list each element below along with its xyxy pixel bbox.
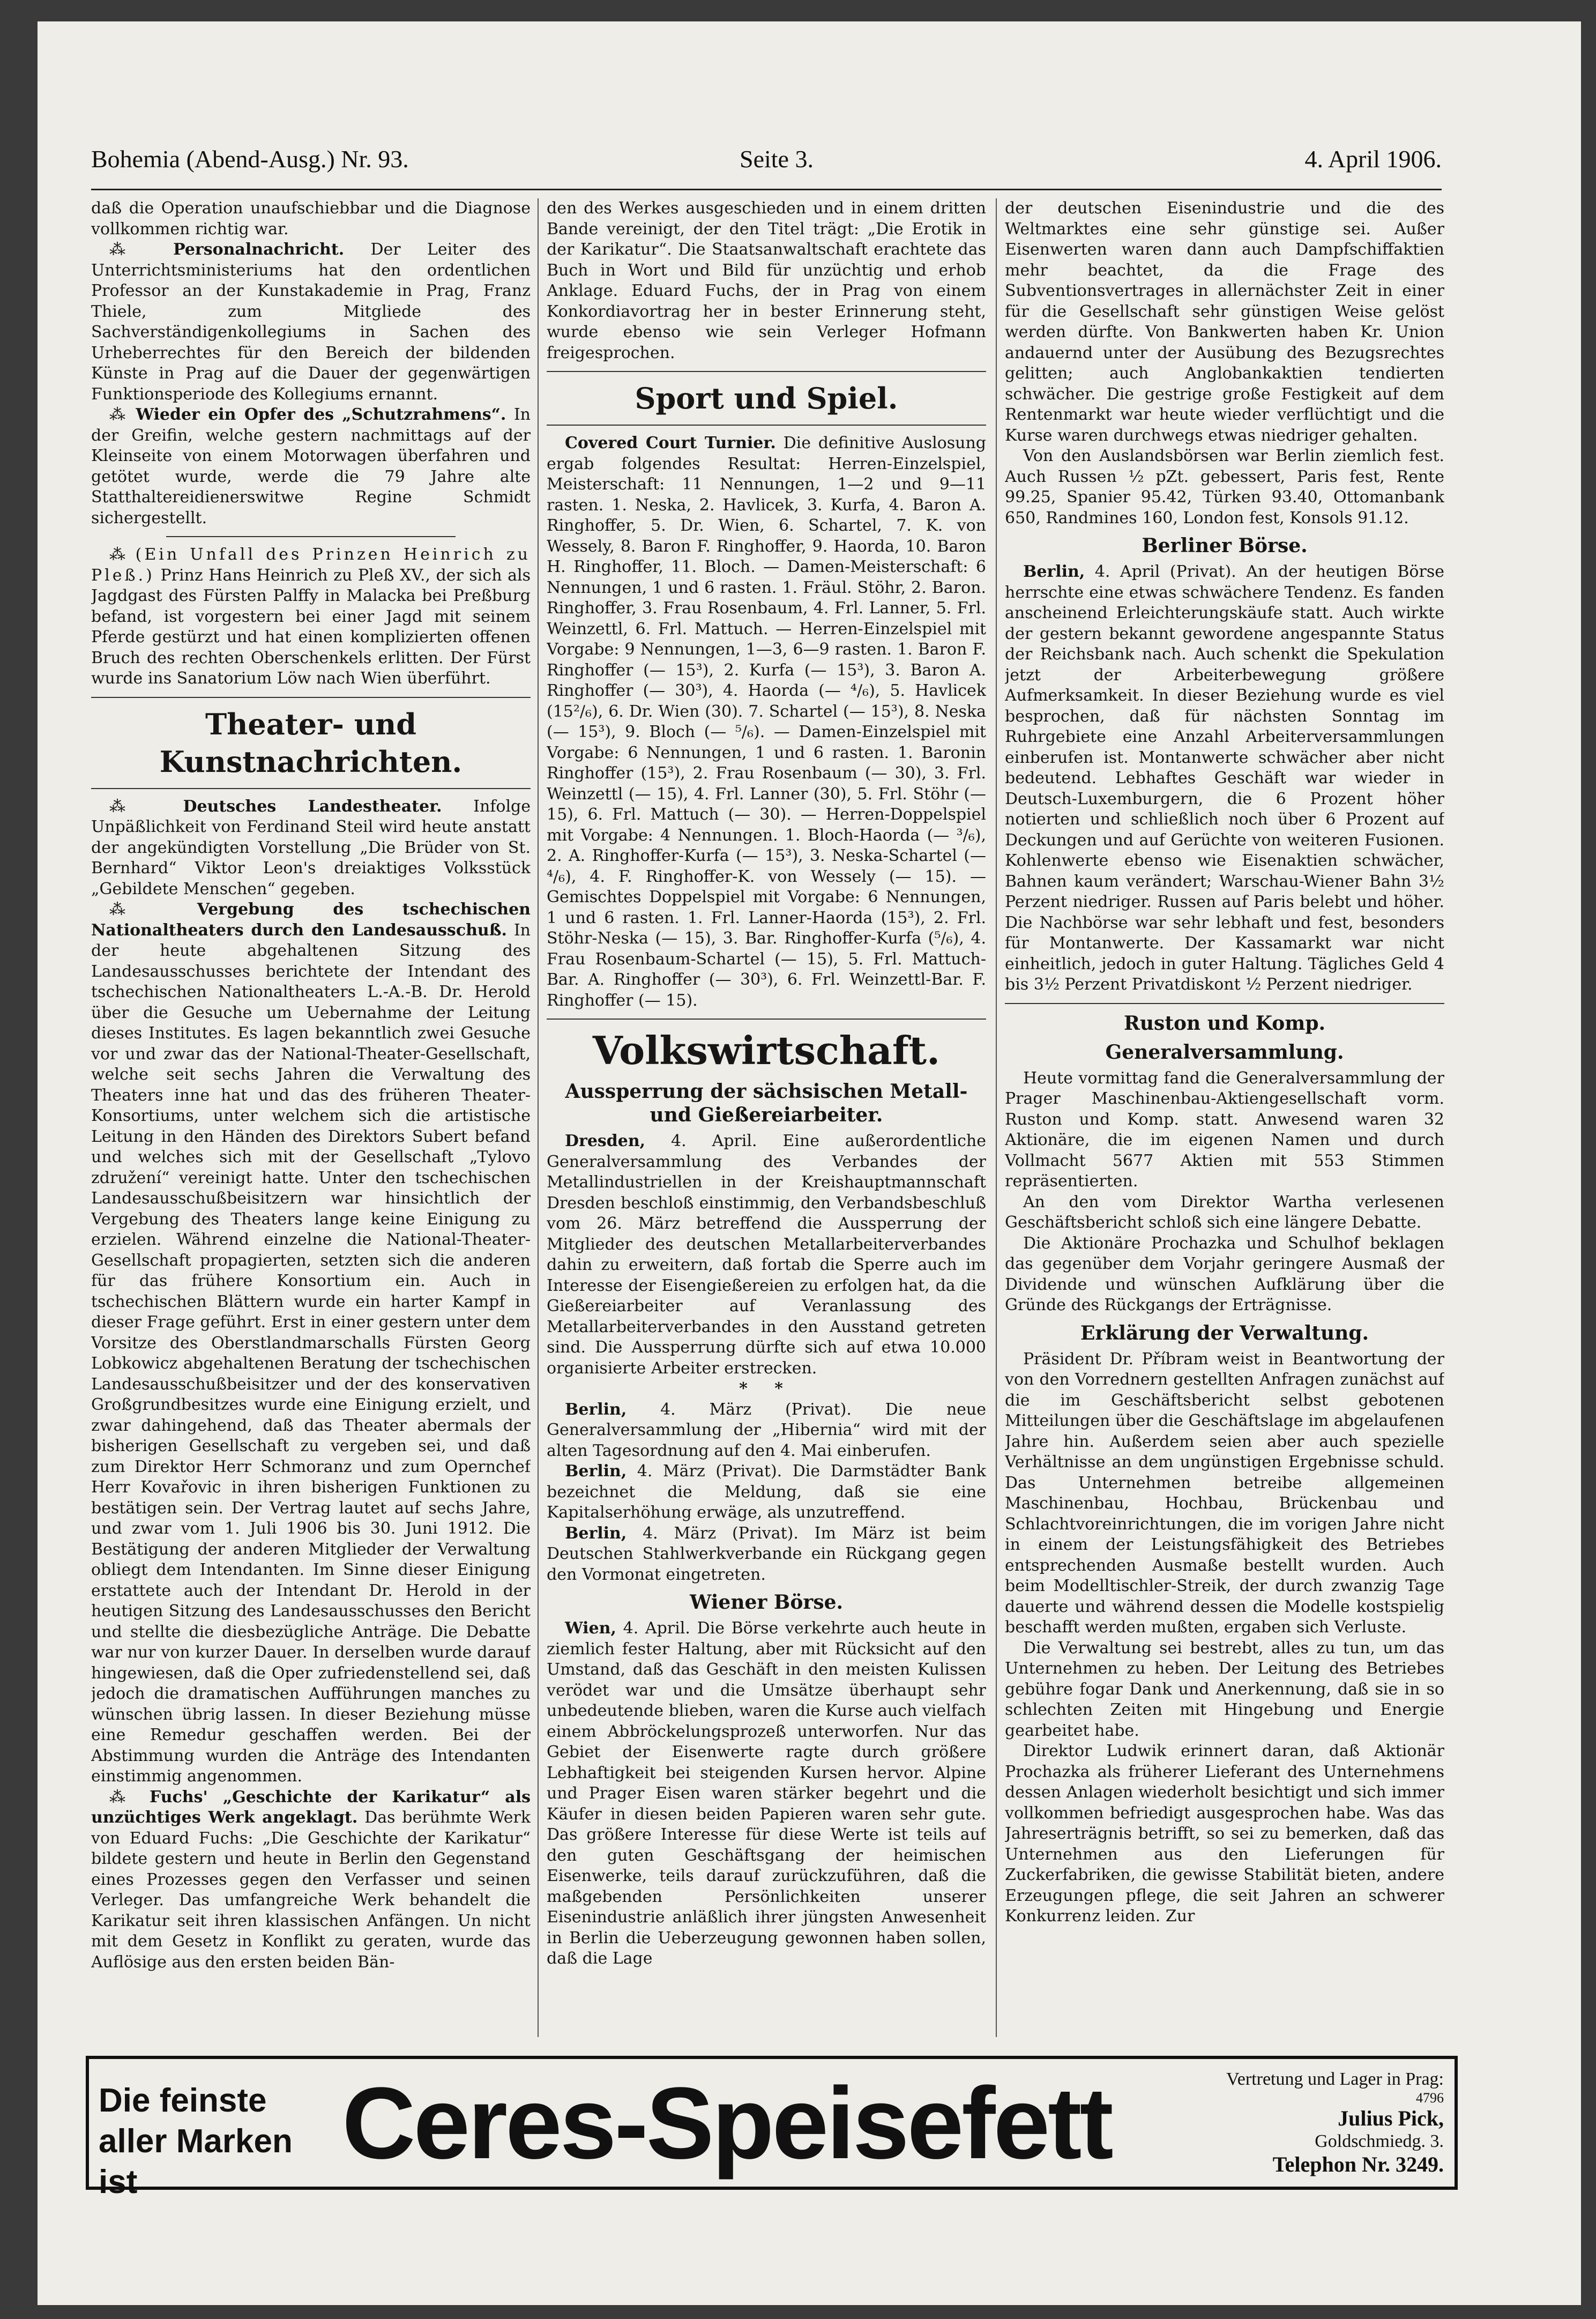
article-paragraph	[547, 433, 986, 1011]
section-title-sport: Sport und Spiel.	[635, 381, 898, 415]
column-1	[91, 198, 531, 2042]
ad-street: Goldschmiedg. 3.	[1315, 2131, 1444, 2151]
dateline: Berlin,	[1023, 562, 1085, 581]
column-rule	[538, 198, 539, 2037]
article-text: 4. März (Privat). Im März ist beim Deutschen Stahlwerkverbande ein Rückgang gegen den Vormonat eingetreten.	[547, 1523, 986, 1584]
ad-brand-name: Ceres-Speisefett	[342, 2067, 1112, 2180]
section-rule	[91, 697, 531, 698]
ad-firm: Julius Pick,	[1338, 2106, 1444, 2130]
article-text: Die definitive Auslosung ergab folgendes Resultat: Herren-Einzelspiel, Meisterschaft: 11 Nennungen, 1—2 und 9—11 rasten. 1. Neska, 2. Havlicek, 3. Kurfa, 4. Baron A. Ringhoffer, 5. Dr. Wien, 6. Schartel, 7. K. von Wessely, 8. Baron F. Ringhoffer, 9. Haorda, 10. Baron H. Ringhoffer, 11. Bloch. — Damen-Meisterschaft: 6 Nennungen, 1 und 6 rasten. 1. Fräul. Stöhr, 2. Baron. Ringhoffer, 3. Frau Rosenbaum, 4. Frl. Lanner, 5. Frl. Weinzettl, 6. Frl. Mattuch. — Herren-Einzelspiel mit Vorgabe: 9 Nennungen, 1—3, 6—9 rasten. 1. Baron F. Ringhoffer (— 15³), 2. Kurfa (— 15³), 3. Baron A. Ringhoffer (— 30³), 4. Haorda (— ⁴/₆), 5. Havlicek (15²/₆), 6. Dr. Wien (30). 7. Schartel (— 15³), 8. Neska (— 15³), 9. Bloch (— ⁵/₆). — Damen-Einzelspiel mit Vorgabe: 6 Nennungen, 1 und 6 rasten. 1. Baronin Ringhoffer (15³), 2. Frau Rosenbaum (— 30), 3. Frl. Weinzettl (— 15), 4. Frl. Lanner (30), 5. Frl. Stöhr (— 15), 6. Frl. Mattuch (— 30). — Herren-Doppelspiel mit Vorgabe: 4 Nennungen. 1. Bloch-Haorda (— ³/₆), 2. A. Ringhoffer-Kurfa (— 15³), 3. Neska-Schartel (— ⁴/₆), 4. F. Ringhoffer-K. von Wessely (— 15). — Gemischtes Doppelspiel mit Vorgabe: 6 Nennungen, 1 und 6 rasten. 1. Frl. Lanner-Haorda (15³), 2. Frl. Stöhr-Neska (— 15), 3. Bar. Ringhoffer-Kurfa (⁵/₆), 4. Frau Rosenbaum-Schartel (— 15), 5. Frl. Mattuch-Bar. A. Ringhoffer (— 30³), 6. Frl. Weinzettl-Bar. F. Ringhoffer (— 15).	[547, 434, 986, 1010]
article-text: 4. April (Privat). An der heutigen Börse herrschte eine etwas schwächere Tendenz. Es fanden anscheinend Erleichterungskäufe statt. Auch wirkte der gestern bekannt gewordene angespannte Status der Reichsbank nach. Auch schenkt die Spekulation jetzt der Arbeiterbewegung größere Aufmerksamkeit. In dieser Beziehung wurde es viel besprochen, daß für nächsten Sonntag im Ruhrgebiete eine Anzahl Arbeiterversammlungen einberufen ist. Montanwerte schwächer aber nicht bedeutend. Lebhaftes Geschäft war wieder in Deutsch-Luxemburgern, die 6 Prozent höher notierten und schließlich noch über 6 Prozent auf Deckungen und auf Gerüchte von weiteren Fusionen. Kohlenwerte ebenso wie Eisenaktien schwächer, Bahnen kaum verändert; Warschau-Wiener Bahn 3½ Perzent niedriger. Russen auf Paris belebt und höher. Die Nachbörse war sehr lebhaft und fest, besonders für Montanwerte. Der Kassamarkt war nicht einheitlich, jedoch in guter Haltung. Tägliches Geld 4 bis 3½ Perzent Privatdiskont ½ Perzent niedriger.	[1005, 562, 1444, 994]
section-title-theater: Theater- und Kunstnachrichten.	[159, 707, 463, 779]
newspaper-page	[38, 21, 1581, 2305]
page-number: Seite 3.	[740, 145, 814, 173]
article-paragraph: ⁂ Wieder ein Opfer des „Schutzrahmens“. In der Greifin, welche gestern nachmittags auf der Kleinseite von einem Motorwagen überfahren und getötet wurde, werde die 79 Jahre alte Statthaltereidienerswitwe Regine Schmidt sichergestellt.	[91, 405, 531, 527]
dateline: Dresden,	[565, 1132, 646, 1150]
article-paragraph: Die Verwaltung sei bestrebt, alles zu tun, um das Unternehmen zu heben. Der Leitung des Betriebes gebühre fogar Dank und Anerkennung, daß sie in so schlechten Zeiten mit Hingebung und Energie gearbeitet habe.	[1005, 1638, 1444, 1740]
article-paragraph	[1005, 562, 1444, 995]
article-paragraph: Die Aktionäre Prochazka und Schulhof beklagen das gegenüber dem Vorjahr geringere Ausmaß der Dividende und wünschen Aufklärung über die Gründe des Rückgangs der Erträgnisse.	[1005, 1233, 1444, 1314]
article-headline: Fuchs' „Geschichte der Karikatur“ als unzüchtiges Werk angeklagt.	[91, 1787, 531, 1827]
column-rule	[996, 198, 997, 2037]
article-separator	[166, 536, 456, 537]
ad-slogan: Die feinste aller Marken ist	[99, 2082, 293, 2201]
article-title: Berliner Börse.	[1142, 534, 1308, 557]
article-paragraph: ⁂ Personalnachricht. Der Leiter des Unterrichtsministeriums hat den ordentlichen Professor an der Kunstakademie in Prag, Franz Thiele, zum Mitgliede des Sachverständigenkollegiums in Sachen des Urheberrechtes für den Bereich der bildenden Künste in Prag auf die Dauer der gegenwärtigen Funktionsperiode des Kollegiums ernannt.	[91, 240, 531, 404]
section-rule	[547, 1019, 986, 1020]
article-headline: (Ein Unfall des Prinzen Heinrich zu Pleß.)	[91, 545, 531, 585]
article-paragraph	[547, 1131, 986, 1379]
masthead-issue: Bohemia (Abend-Ausg.) Nr. 93.	[91, 145, 409, 173]
article-paragraph: Präsident Dr. Příbram weist in Beantwortung der von den Vorrednern gestellten Anfragen zunächst auf die im Geschäftsbericht selbst gebotenen Mitteilungen über die Geschäftslage im abgelaufenen Jahre hin. Außerdem seien aber auch spezielle Verhältnisse an dem ungünstigen Ergebnisse schuld. Das Unternehmen betreibe allgemeinen Maschinenbau, Hochbau, Brückenbau und Schlachtvoreinrichtungen, die im vorigen Jahre nicht in einem der Leistungsfähigkeit des Betriebes entsprechenden Ausmaße bestellt wurden. Auch beim Modelltischler-Streik, der durch zwanzig Tage dauerte und während dessen die Modelle kostspielig beschafft werden mußten, ergaben sich Verluste.	[1005, 1349, 1444, 1637]
article-subtitle: Erklärung der Verwaltung.	[1080, 1321, 1369, 1344]
page-header	[91, 145, 1442, 182]
dateline: Berlin,	[565, 1400, 627, 1419]
column-2	[547, 198, 986, 2042]
article-paragraph: ⁂ Vergebung des tschechischen Nationaltheaters durch den Landesausschuß. In der heute abgehaltenen Sitzung des Landesausschusses berichtete der Intendant des tschechischen Nationaltheaters L.-A.-B. Dr. Herold über die Gesuche um Uebernahme der Leitung dieses Institutes. Es lagen bekanntlich zwei Gesuche vor und zwar das der National-Theater-Gesellschaft, welche seit sechs Jahren die Verwaltung des Theaters inne hat und das des früheren Theater-Konsortiums, unter welchem sich die artistische Leitung in den Händen des Direktors Subert befand und welches sich mit der Gesellschaft „Tylovo združení“ vereinigt hatte. Unter den tschechischen Landesausschußbeisitzern war hinsichtlich der Vergebung des Theaters lange keine Einigung zu erzielen. Während einzelne die National-Theater-Gesellschaft propagierten, setzten sich die anderen für das frühere Konsortium ein. Auch in tschechischen Blättern wurde ein harter Kampf in dieser Frage geführt. Erst in einer gestern unter dem Vorsitze des Oberstlandmarschalls Fürsten Georg Lobkowicz abgehaltenen Beratung der tschechischen Landesausschußbeisitzer und der des konservativen Großgrundbesitzes wurde eine Einigung erzielt, und zwar dahingehend, daß das Theater abermals der bisherigen Gesellschaft zu vergeben sei, und daß zum Direktor Herr Schmoranz und zum Opernchef Herr Kovařovic in ihren bisherigen Funktionen zu bestätigen sein. Der Vertrag lautet auf sechs Jahre, und zwar vom 1. Juli 1906 bis 30. Juni 1912. Die Bestätigung der anderen Mitglieder der Verwaltung obliegt dem Intendanten. Im Sinne dieser Einigung erstattete auch der Intendant Dr. Herold in der heutigen Sitzung des Landesausschusses den Bericht und stellte die diesbezügliche Anträge. Die Debatte war nur von kurzer Dauer. In derselben wurde darauf hingewiesen, daß die Oper zufriedenstellend sei, daß jedoch die dramatischen Aufführungen manches zu wünschen übrig lassen. In dieser Beziehung müsse eine Remedur geschaffen werden. Bei der Abstimmung wurden die Anträge des Intendanten einstimmig angenommen.	[91, 900, 531, 1786]
article-headline: Covered Court Turnier.	[565, 434, 776, 452]
article-headline: Vergebung des tschechischen Nationaltheaters durch den Landesausschuß.	[91, 900, 531, 940]
article-paragraph: der deutschen Eisenindustrie und die des Weltmarktes eine sehr günstige sei. Außer Eisenwerten waren dann auch Dampfschiffaktien mehr beachtet, da die Frage des Subventionsvertrages in allernächster Zeit in einer für die Gesellschaft sehr günstigen Weise gelöst werden dürfte. Von Bankwerten haben Kr. Union andauernd unter der Ausübung des Bezugsrechtes gelitten; auch Anglobankaktien tendierten schwächer. Die gestrige große Festigkeit auf dem Rentenmarkt war heute wieder verflüchtigt und die Kurse waren durchwegs etwas niedriger gehalten.	[1005, 199, 1444, 445]
article-paragraph: Heute vormittag fand die Generalversammlung der Prager Maschinenbau-Aktiengesellschaft vorm. Ruston und Komp. statt. Anwesend waren 32 Aktionäre, die im eigenen Namen und durch Vollmacht 5677 Aktien mit 553 Stimmen repräsentierten.	[1005, 1068, 1444, 1191]
section-rule	[547, 371, 986, 372]
article-headline: Deutsches Landestheater.	[183, 797, 442, 816]
article-subtitle: Generalversammlung.	[1105, 1040, 1344, 1064]
article-paragraph: den des Werkes ausgeschieden und in einem dritten Bande vereinigt, der den Titel trägt: „Die Erotik in der Karikatur“. Die Staatsanwaltschaft erachtete das Buch in Wort und Bild für unzüchtig und erhob Anklage. Eduard Fuchs, der in Prag von einem Konkordiavortrag her in bester Erinnerung steht, wurde ebenso wie sein Verleger Hofmann freigesprochen.	[547, 199, 986, 362]
article-paragraph: Von den Auslandsbörsen war Berlin ziemlich fest. Auch Russen ½ pZt. gebessert, Paris fest, Rente 99.25, Spanier 95.42, Türken 93.40, Ottomanbank 650, Randmines 160, London fest, Konsols 91.12.	[1005, 447, 1444, 527]
section-title-economy: Volkswirtschaft.	[592, 1028, 941, 1073]
ad-number: 4796	[1416, 2090, 1444, 2106]
ad-phone: Telephon Nr. 3249.	[1272, 2152, 1444, 2176]
article-paragraph: An den vom Direktor Wartha verlesenen Geschäftsbericht schloß sich eine längere Debatte.	[1005, 1192, 1444, 1232]
ad-contact	[1165, 2069, 1444, 2177]
article-title: Wiener Börse.	[689, 1591, 844, 1614]
article-paragraph	[547, 1523, 986, 1586]
article-paragraph	[547, 1400, 986, 1462]
header-rule	[91, 189, 1442, 190]
article-text: Prinz Hans Heinrich zu Pleß XV., der sich als Jagdgast des Fürsten Palffy in Malacka bei Preßburg befand, ist vorgestern bei einer Jagd mit seinem Pferde gestürzt und hat einen komplizierten offenen Bruch des rechten Oberschenkels erlitten. Der Fürst wurde ins Sanatorium Löw nach Wien überführt.	[91, 566, 531, 688]
article-headline: Wieder ein Opfer des „Schutzrahmens“.	[136, 405, 506, 424]
article-text: In der heute abgehaltenen Sitzung des Landesausschusses berichtete der Intendant des tschechischen Nationaltheaters L.-A.-B. Dr. Herold über die Gesuche um Uebernahme der Leitung dieses Institutes. Es lagen bekanntlich zwei Gesuche vor und zwar das der National-Theater-Gesellschaft, welche seit sechs Jahren die Verwaltung des Theaters inne hat und das des früheren Theater-Konsortiums, unter welchem sich die artistische Leitung in den Händen des Direktors Subert befand und welches sich mit der Gesellschaft „Tylovo združení“ vereinigt hatte. Unter den tschechischen Landesausschußbeisitzern war hinsichtlich der Vergebung des Theaters lange keine Einigung zu erzielen. Während einzelne die National-Theater-Gesellschaft propagierten, setzten sich die anderen für das frühere Konsortium ein. Auch in tschechischen Blättern wurde ein harter Kampf in dieser Frage geführt. Erst in einer gestern unter dem Vorsitze des Oberstlandmarschalls Fürsten Georg Lobkowicz abgehaltenen Beratung der tschechischen Landesausschußbeisitzer und der des konservativen Großgrundbesitzes wurde eine Einigung erzielt, und zwar dahingehend, daß das Theater abermals der bisherigen Gesellschaft zu vergeben sei, und daß zum Direktor Herr Schmoranz und zum Opernchef Herr Kovařovic in ihren bisherigen Funktionen zu bestätigen sein. Der Vertrag lautet auf sechs Jahre, und zwar vom 1. Juli 1906 bis 30. Juni 1912. Die Bestätigung der anderen Mitglieder der Verwaltung obliegt dem Intendanten. Im Sinne dieser Einigung erstattete auch der Intendant Dr. Herold in der heutigen Sitzung des Landesausschusses den Bericht und stellte die diesbezügliche Anträge. Die Debatte war nur von kurzer Dauer. In derselben wurde darauf hingewiesen, daß die Oper zufriedenstellend sei, daß jedoch die dramatischen Aufführungen manches zu wünschen übrig lassen. In dieser Beziehung müsse eine Remedur geschaffen werden. Bei der Abstimmung wurden die Anträge des Intendanten einstimmig angenommen.	[91, 920, 531, 1786]
article-title: Aussperrung der sächsischen Metall- und Gießereiarbeiter.	[565, 1080, 968, 1126]
article-paragraph	[547, 1461, 986, 1523]
article-headline: Personalnachricht.	[173, 240, 345, 259]
article-text: In der Greifin, welche gestern nachmittags auf der Kleinseite von einem Motorwagen überfahren und getötet wurde, werde die 79 Jahre alte Statthaltereidienerswitwe Regine Schmidt sichergestellt.	[91, 405, 531, 527]
article-text: Der Leiter des Unterrichtsministeriums hat den ordentlichen Professor an der Kunstakademie in Prag, Franz Thiele, zum Mitgliede des Sachverständigenkollegiums in Sachen des Urheberrechtes für den Bereich der bildenden Künste in Prag auf die Dauer der gegenwärtigen Funktionsperiode des Kollegiums ernannt.	[91, 240, 531, 404]
article-paragraph: ⁂ Deutsches Landestheater. Infolge Unpäßlichkeit von Ferdinand Steil wird heute anstatt der angekündigten Vorstellung „Die Brüder von St. Bernhard“ Viktor Leon's dreiaktiges Volksstück „Gebildete Menschen“ gegeben.	[91, 797, 531, 898]
article-text: Infolge Unpäßlichkeit von Ferdinand Steil wird heute anstatt der angekündigten Vorstellung „Die Brüder von St. Bernhard“ Viktor Leon's dreiaktiges Volksstück „Gebildete Menschen“ gegeben.	[91, 797, 531, 898]
article-text: Das berühmte Werk von Eduard Fuchs: „Die Geschichte der Karikatur“ bildete gestern und heute in Berlin den Gegenstand eines Prozesses gegen den Verfasser und seinen Verleger. Das umfangreiche Werk behandelt die Karikatur seit ihren klassischen Anfängen. Un nicht mit dem Gesetz in Konflikt zu geraten, wurde das Auflösige aus den ersten beiden Bän-	[91, 1808, 531, 1972]
advertisement	[86, 2056, 1458, 2201]
article-paragraph: daß die Operation unaufschiebbar und die Diagnose vollkommen richtig war.	[91, 199, 531, 239]
article-paragraph: ⁂ Fuchs' „Geschichte der Karikatur“ als unzüchtiges Werk angeklagt. Das berühmte Werk von Eduard Fuchs: „Die Geschichte der Karikatur“ bildete gestern und heute in Berlin den Gegenstand eines Prozesses gegen den Verfasser und seinen Verleger. Das umfangreiche Werk behandelt die Karikatur seit ihren klassischen Anfängen. Un nicht mit dem Gesetz in Konflikt zu geraten, wurde das Auflösige aus den ersten beiden Bän-	[91, 1787, 531, 1972]
article-text: 4. März (Privat). Die neue Generalversammlung der „Hibernia“ wird mit der alten Tagesordnung auf den 4. Mai einberufen.	[547, 1400, 986, 1460]
section-rule	[1005, 1003, 1444, 1004]
dateline: Berlin,	[565, 1462, 627, 1481]
article-paragraph	[547, 1618, 986, 1969]
issue-date: 4. April 1906.	[1304, 145, 1442, 173]
dateline: Berlin,	[565, 1523, 627, 1543]
article-paragraph: ⁂ (Ein Unfall des Prinzen Heinrich zu Pleß.) Prinz Hans Heinrich zu Pleß XV., der sich als Jagdgast des Fürsten Palffy in Malacka bei Preßburg befand, ist vorgestern bei einer Jagd mit seinem Pferde gestürzt und hat einen komplizierten offenen Bruch des rechten Oberschenkels erlitten. Der Fürst wurde ins Sanatorium Löw nach Wien überführt.	[91, 545, 531, 688]
section-rule	[91, 788, 531, 789]
article-paragraph: Direktor Ludwik erinnert daran, daß Aktionär Prochazka als früherer Lieferant des Unternehmens dessen Anlagen wiederholt besichtigt und sich immer vollkommen befriedigt ausgesprochen habe. Was das Jahreserträgnis betrifft, so sei zu bemerken, daß das Unternehmen aus den Lieferungen für Zuckerfabriken, die gewisse Stabilität bieten, andere Erzeugungen pflege, die seit Jahren an schwerer Konkurrenz leiden. Zur	[1005, 1742, 1444, 1926]
column-3	[1005, 198, 1444, 2042]
article-text: 4. März (Privat). Die Darmstädter Bank bezeichnet die Meldung, daß sie eine Kapitalserhöhung erwäge, als unzutreffend.	[547, 1462, 986, 1522]
section-rule	[547, 425, 986, 426]
article-title: Ruston und Komp.	[1123, 1012, 1326, 1035]
article-text: 4. April. Die Börse verkehrte auch heute in ziemlich fester Haltung, aber mit Rücksicht auf den Umstand, daß das Geschäft in den meisten Kulissen verödet war und die Umsätze überhaupt sehr unbedeutende blieben, waren die Kurse auch vielfach einem Abbröckelungsprozeß unterworfen. Nur das Gebiet der Eisenwerte ragte durch größere Lebhaftigkeit bei steigenden Kursen hervor. Alpine und Prager Eisen waren stärker begehrt und die Käufer in diesen beiden Papieren waren sehr gute. Das größere Interesse für diese Werte ist teils auf den guten Geschäftsgang der heimischen Eisenwerke, teils darauf zurückzuführen, daß die maßgebenden Persönlichkeiten unserer Eisenindustrie anläßlich ihrer jüngsten Anwesenheit in Berlin die Ueberzeugung gewonnen haben sollen, daß die Lage	[547, 1619, 986, 1968]
dateline: Wien,	[565, 1619, 616, 1638]
separator-stars: * *	[739, 1379, 794, 1398]
ad-vertretung: Vertretung und Lager in Prag:	[1226, 2069, 1444, 2089]
article-text: 4. April. Eine außerordentliche Generalversammlung des Verbandes der Metallindustriellen in der Kreishauptmannschaft Dresden beschloß einstimmig, den Verbandsbeschluß vom 26. März betreffend die Aussperrung der Mitglieder des deutschen Metallarbeiterverbandes dahin zu erweitern, daß fortab die Sperre auch im Interesse der Eisengießereien zu erfolgen hat, da die Gießereiarbeiter auf Veranlassung des Metallarbeiterverbandes in den Ausstand getreten sind. Die Aussperrung dürfte sich auf etwa 10.000 organisierte Arbeiter erstrecken.	[547, 1132, 986, 1378]
